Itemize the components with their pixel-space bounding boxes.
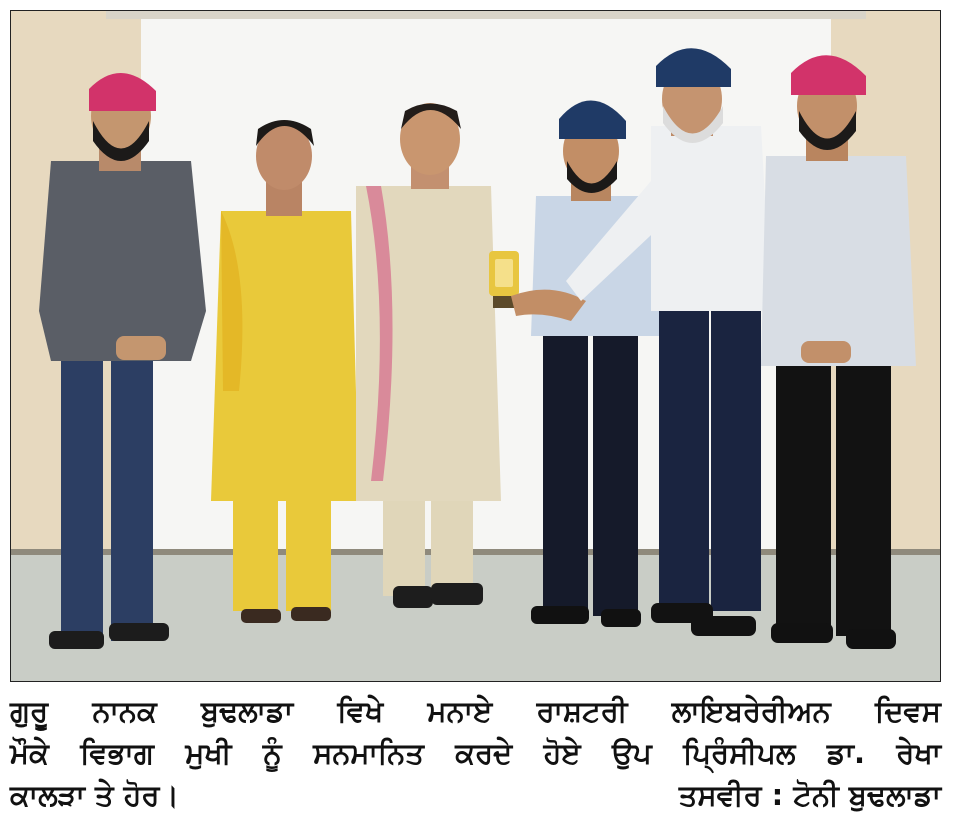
news-photo [10,10,941,682]
caption-line-3 [10,774,941,816]
photo-credit: ਤਸਵੀਰ : ਟੋਨੀ ਬੁਢਲਾਡਾ [678,778,941,812]
caption-line-1: ਗੁਰੂ ਨਾਨਕ ਬੁਢਲਾਡਾ ਵਿਖੇ ਮਨਾਏ ਰਾਸ਼ਟਰੀ ਲਾਇਬਰੇਰੀਅਨ ਦਿਵਸ [10,694,941,728]
caption-line-2: ਮੌਕੇ ਵਿਭਾਗ ਮੁਖੀ ਨੂੰ ਸਨਮਾਨਿਤ ਕਰਦੇ ਹੋਏ ਉਪ ਪ੍ਰਿੰਸੀਪਲ ਡਾ. ਰੇਖਾ [10,736,941,770]
photo-caption [10,690,941,828]
group-photo-illustration [11,11,940,681]
caption-text-end: ਕਾਲੜਾ ਤੇ ਹੋਰ। [10,778,179,812]
